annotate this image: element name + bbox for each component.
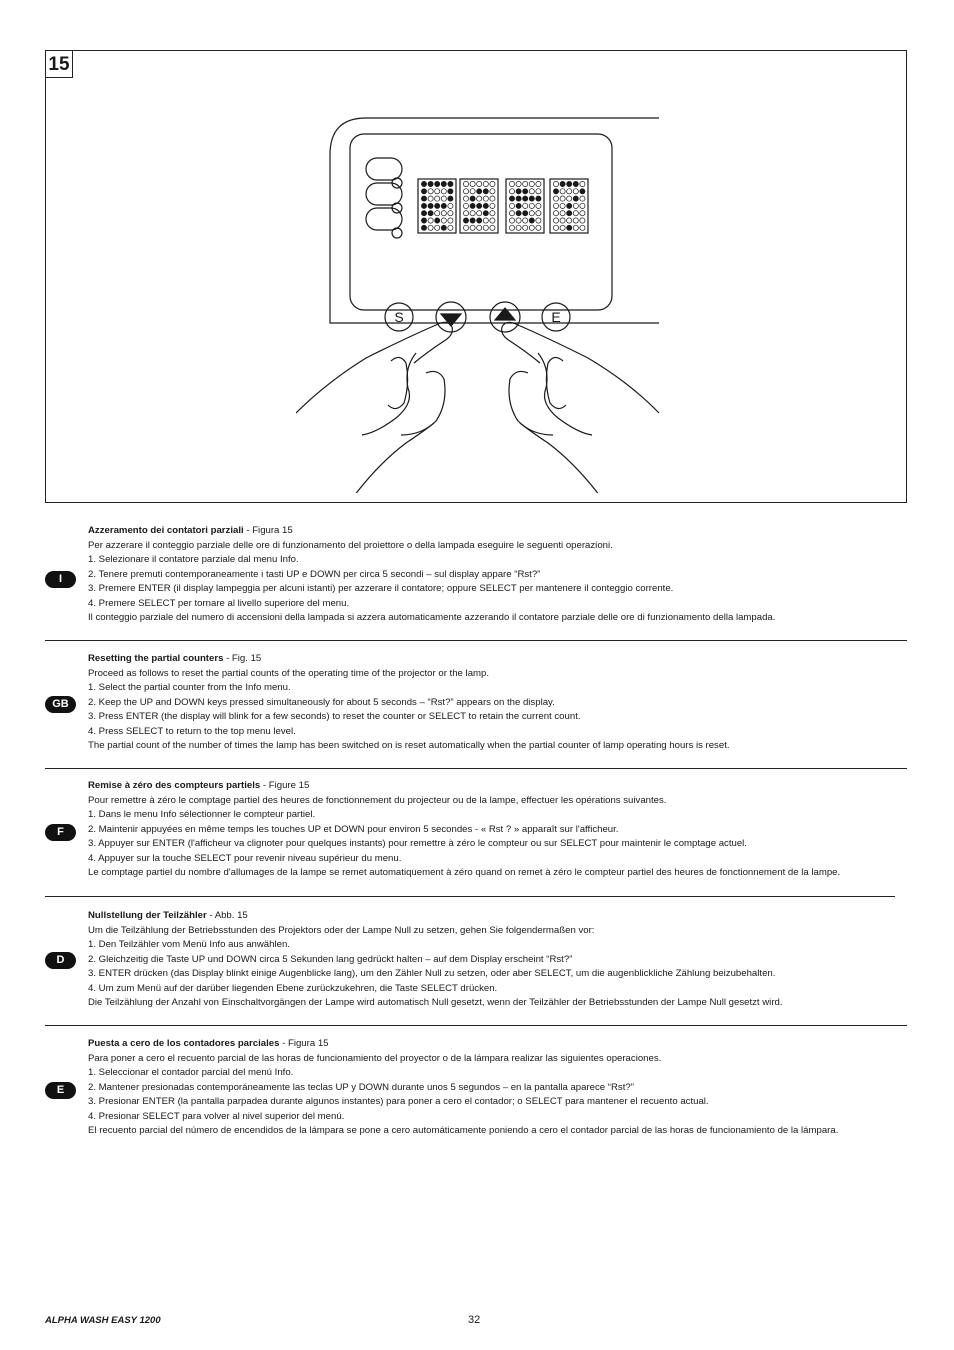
display-dot [529,196,534,201]
display-dot [490,218,495,223]
paragraph-line: 2. Tenere premuti contemporaneamente i tasti UP e DOWN per circa 5 secondi – sul display appare “Rst?” [88,568,541,580]
section-text [88,524,903,626]
display-dot [573,196,578,201]
down-arrow-icon [441,314,461,326]
section-title: Remise à zéro des compteurs partiels [88,780,261,791]
display-dot [477,181,482,186]
display-dot [553,211,558,216]
display-dot [553,189,558,194]
display-dot [477,196,482,201]
display-dot [523,203,528,208]
paragraph-line: Le comptage partiel du nombre d'allumages de la lampe se remet automatiquement à zéro quand on remet à zéro le compteur partiel des heures de fonctionnement de la lampe. [88,867,841,878]
display-dot [421,211,426,216]
paragraph-line: 1. Den Teilzähler vom Menü Info aus anwählen. [88,939,290,950]
display-dot [428,189,433,194]
section-english [45,652,907,769]
display-dot [421,203,426,208]
section-italian [45,524,907,641]
display-dot [463,189,468,194]
page-number: 32 [468,1314,481,1326]
display-dot [448,196,453,201]
display-dot [523,218,528,223]
section-title: Puesta a cero de los contadores parciales [88,1038,280,1049]
display-dot [490,181,495,186]
display-dot [523,189,528,194]
display-dot [580,189,585,194]
lang-badge-f: F [45,824,76,841]
display-dot [567,189,572,194]
display-dot [435,203,440,208]
display-dot [580,181,585,186]
display-dot [516,181,521,186]
display-dot [470,181,475,186]
display-dot [470,203,475,208]
display-dot [483,196,488,201]
display-dot [421,218,426,223]
display-dot [441,218,446,223]
display-dot [435,218,440,223]
display-dot [516,211,521,216]
display-dot [470,211,475,216]
display-dot [509,211,514,216]
display-dot [483,225,488,230]
figure-number: 15 [46,51,73,78]
display-dot [529,218,534,223]
display-dot [483,181,488,186]
display-dot [580,225,585,230]
paragraph-line: 2. Gleichzeitig die Taste UP und DOWN circa 5 Sekunden lang gedrückt halten – auf dem Display erscheint “Rst?” [88,953,573,965]
display-dot [448,218,453,223]
display-dot [463,181,468,186]
control-panel-illustration [296,113,716,493]
display-dot [567,211,572,216]
product-name: ALPHA WASH EASY 1200 [45,1315,161,1326]
display-dot [463,203,468,208]
section-title: Nullstellung der Teilzähler [88,910,207,921]
section-spanish [45,1037,907,1147]
dot-matrix-display [421,181,585,230]
display-dot [516,225,521,230]
paragraph-line: Die Teilzählung der Anzahl von Einschaltvorgängen der Lampe wird automatisch Null gesetzt, wenn der Teilzähler der Betriebsstunden der Lampe Null gesetzt wird. [88,997,783,1008]
display-dot [441,189,446,194]
paragraph-line: 1. Seleccionar el contador parcial del menú Info. [88,1067,294,1078]
display-dot [509,196,514,201]
paragraph-line: 3. Press ENTER (the display will blink for a few seconds) to reset the counter or SELECT to retain the current count. [88,711,581,722]
paragraph-line: 1. Dans le menu Info sélectionner le compteur partiel. [88,809,316,820]
display-dot [477,218,482,223]
section-french [45,779,895,897]
display-dot [428,211,433,216]
display-dot [553,203,558,208]
display-dot [573,181,578,186]
figure-ref: - Fig. 15 [223,653,262,664]
lang-badge-e: E [45,1082,76,1099]
display-dot [441,181,446,186]
display-dot [523,181,528,186]
display-dot [560,181,565,186]
paragraph-line: 1. Selezionare il contatore parziale dal menu Info. [88,554,299,565]
display-dot [435,211,440,216]
display-dot [463,211,468,216]
display-dot [529,181,534,186]
display-dot [553,218,558,223]
display-dot [477,225,482,230]
display-dot [470,218,475,223]
paragraph-line: Proceed as follows to reset the partial counts of the operating time of the projector or the lamp. [88,667,490,679]
display-dot [428,218,433,223]
figure-15 [45,50,907,503]
display-dot [560,225,565,230]
display-dot [428,225,433,230]
display-dot [428,203,433,208]
display-dot [516,189,521,194]
figure-ref: - Figure 15 [260,780,310,791]
lang-badge-gb: GB [45,696,76,713]
display-dot [435,196,440,201]
display-dot [516,218,521,223]
display-dot [477,211,482,216]
display-dot [435,181,440,186]
display-dot [483,203,488,208]
section-german [45,909,907,1026]
display-dot [529,189,534,194]
display-dot [523,211,528,216]
display-dot [573,225,578,230]
display-dot [448,203,453,208]
paragraph-line: Per azzerare il conteggio parziale delle ore di funzionamento del proiettore o della lampada eseguire le seguenti operazioni. [88,539,613,551]
paragraph-line: 4. Appuyer sur la touche SELECT pour revenir niveau supérieur du menu. [88,852,402,864]
display-dot [536,189,541,194]
paragraph-line: Um die Teilzählung der Betriebsstunden des Projektors oder der Lampe Null zu setzen, gehen Sie folgendermaßen vor: [88,924,595,936]
display-dot [448,225,453,230]
display-dot [490,189,495,194]
display-dot [573,218,578,223]
display-dot [523,225,528,230]
figure-ref: - Abb. 15 [206,910,248,921]
display-dot [483,218,488,223]
display-dot [435,225,440,230]
display-dot [509,181,514,186]
display-dot [421,225,426,230]
display-dot [536,225,541,230]
display-dot [483,211,488,216]
display-dot [529,211,534,216]
display-dot [509,218,514,223]
display-dot [509,189,514,194]
section-title: Resetting the partial counters [88,653,224,664]
display-dot [435,189,440,194]
display-dot [536,218,541,223]
display-dot [580,196,585,201]
display-dot [560,203,565,208]
display-dot [580,203,585,208]
display-dot [470,189,475,194]
figure-ref: - Figura 15 [279,1038,329,1049]
display-dot [553,196,558,201]
display-dot [490,225,495,230]
display-dot [580,211,585,216]
display-dot [470,196,475,201]
display-dot [567,181,572,186]
display-dot [483,189,488,194]
display-dot [516,196,521,201]
paragraph-line: Pour remettre à zéro le comptage partiel des heures de fonctionnement du projecteur ou de la lampe, effectuer les opérations suivantes. [88,794,667,806]
display-dot [516,203,521,208]
paragraph-line: 2. Maintenir appuyées en même temps les touches UP et DOWN pour environ 5 secondes - « Rst ? » apparaît sur l'afficheur. [88,823,619,835]
display-dot [477,203,482,208]
paragraph-line: Il conteggio parziale del numero di accensioni della lampada si azzera automaticamente azzerando il contatore parziale delle ore di funzionamento della lampada. [88,612,776,623]
display-dot [523,196,528,201]
display-dot [536,203,541,208]
display-dot [529,203,534,208]
paragraph-line: 3. Premere ENTER (il display lampeggia per alcuni istanti) per azzerare il contatore; oppure SELECT per mantenere il conteggio corrente. [88,583,674,594]
display-dot [536,181,541,186]
paragraph-line: 4. Um zum Menü auf der darüber liegenden Ebene zurückzukehren, die Taste SELECT drücken. [88,982,498,994]
display-dot [560,196,565,201]
paragraph-line: 3. ENTER drücken (das Display blinkt einige Augenblicke lang), um den Zähler Null zu setzen, oder aber SELECT, um die augenblickliche Zählung beizubehalten. [88,968,776,979]
display-dot [553,225,558,230]
display-dot [428,181,433,186]
display-dot [470,225,475,230]
display-dot [573,203,578,208]
display-dot [560,218,565,223]
display-dot [463,225,468,230]
lang-badge-i: I [45,571,76,588]
section-text [88,1037,903,1139]
display-dot [477,189,482,194]
display-dot [567,225,572,230]
display-dot [441,225,446,230]
display-dot [490,211,495,216]
display-dot [421,181,426,186]
display-dot [560,211,565,216]
display-dot [448,189,453,194]
paragraph-line: 4. Presionar SELECT para volver al nivel superior del menú. [88,1110,345,1122]
display-dot [421,189,426,194]
display-dot [536,211,541,216]
paragraph-line: 3. Presionar ENTER (la pantalla parpadea durante algunos instantes) para poner a cero el contador; o SELECT para mantener el recuento actual. [88,1096,709,1107]
section-title: Azzeramento dei contatori parziali [88,525,244,536]
display-dot [421,196,426,201]
display-dot [536,196,541,201]
display-dot [573,211,578,216]
paragraph-line: The partial count of the number of times the lamp has been switched on is reset automatically when the partial counter of lamp operating hours is reset. [88,740,730,751]
display-dot [448,181,453,186]
paragraph-line: 4. Premere SELECT per tornare al livello superiore del menu. [88,597,350,609]
paragraph-line: 2. Mantener presionadas contemporáneamente las teclas UP y DOWN durante unos 5 segundos – en la pantalla aparece “Rst?” [88,1081,634,1093]
display-dot [567,218,572,223]
display-dot [509,225,514,230]
paragraph-line: 1. Select the partial counter from the Info menu. [88,682,291,693]
enter-button-label: E [551,309,561,325]
paragraph-line: 3. Appuyer sur ENTER (l'afficheur va clignoter pour quelques instants) pour remettre à zéro le compteur ou sur SELECT pour maintenir le comptage actuel. [88,838,747,849]
display-dot [441,203,446,208]
display-dot [490,196,495,201]
display-dot [573,189,578,194]
display-dot [509,203,514,208]
display-dot [567,203,572,208]
section-text [88,652,903,754]
lang-badge-d: D [45,952,76,969]
display-dot [567,196,572,201]
section-text [88,909,903,1011]
figure-ref: - Figura 15 [243,525,293,536]
paragraph-line: El recuento parcial del número de encendidos de la lámpara se pone a cero automáticamente poniendo a cero el contador parcial de las horas de funcionamiento de la lámpara. [88,1125,839,1136]
display-dot [580,218,585,223]
display-dot [463,196,468,201]
display-dot [448,211,453,216]
display-dot [553,181,558,186]
display-dot [463,218,468,223]
display-dot [490,203,495,208]
display-dot [560,189,565,194]
display-dot [529,225,534,230]
paragraph-line: 2. Keep the UP and DOWN keys pressed simultaneously for about 5 seconds – “Rst?” appears on the display. [88,696,555,708]
section-text [88,779,903,881]
display-dot [441,211,446,216]
display-dot [428,196,433,201]
paragraph-line: 4. Press SELECT to return to the top menu level. [88,725,296,737]
paragraph-line: Para poner a cero el recuento parcial de las horas de funcionamiento del proyector o de la lámpara realizar las siguientes operaciones. [88,1052,662,1064]
display-dot [441,196,446,201]
select-button-label: S [394,309,404,325]
